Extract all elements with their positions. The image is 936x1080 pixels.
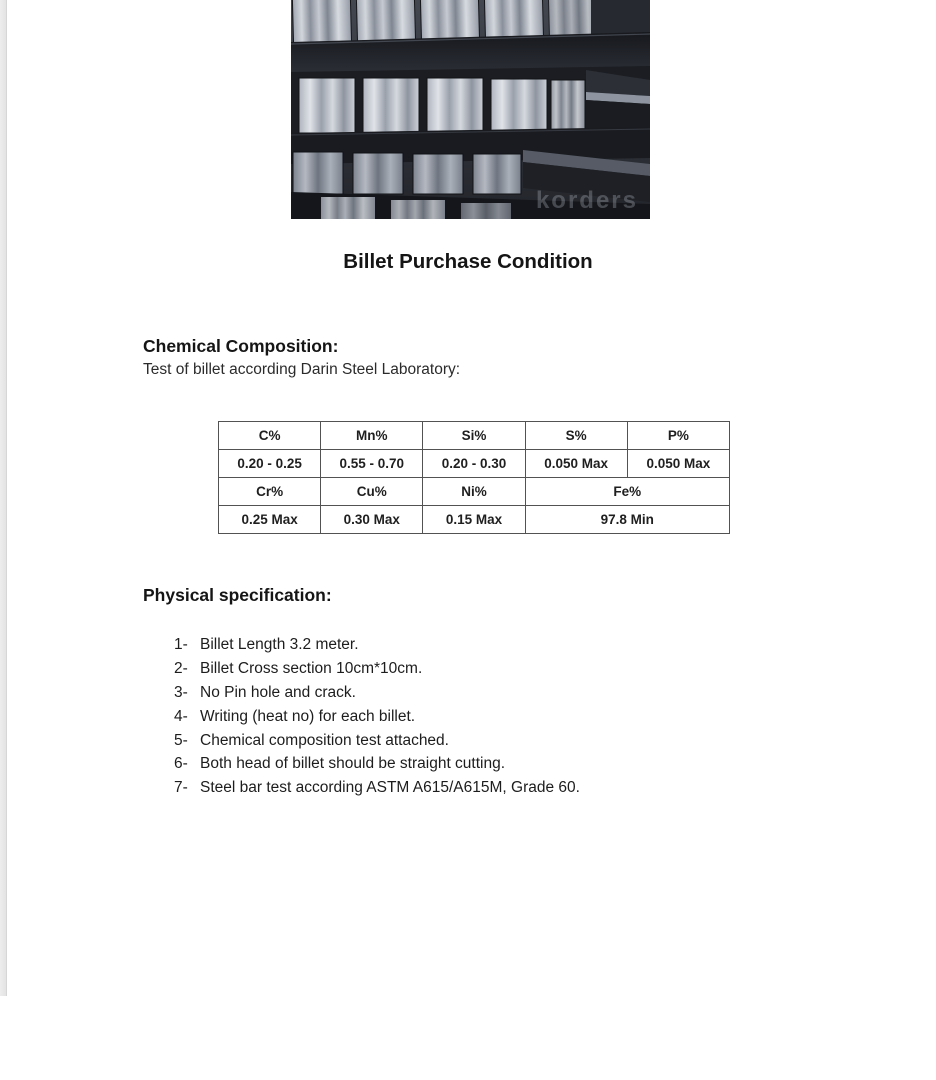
table-row xyxy=(219,478,730,506)
page-edge-shadow xyxy=(0,0,7,996)
physical-spec-list xyxy=(174,633,580,800)
table-cell: 97.8 Min xyxy=(525,506,729,534)
list-item-number: 6- xyxy=(174,755,188,773)
list-item xyxy=(174,633,580,657)
list-item xyxy=(174,657,580,681)
list-item-text: Both head of billet should be straight cutting. xyxy=(200,755,506,773)
list-item-text: Steel bar test according ASTM A615/A615M, Grade 60. xyxy=(200,779,580,797)
table-cell: 0.050 Max xyxy=(627,450,729,478)
table-cell: 0.55 - 0.70 xyxy=(321,450,423,478)
physical-specification-heading: Physical specification: xyxy=(143,585,332,605)
table-row xyxy=(219,506,730,534)
list-item xyxy=(174,752,580,776)
table-cell: Mn% xyxy=(321,422,423,450)
list-item-number: 7- xyxy=(174,779,188,797)
photo-watermark: korders xyxy=(535,187,638,214)
list-item-text: Billet Cross section 10cm*10cm. xyxy=(200,659,423,677)
document-title: Billet Purchase Condition xyxy=(343,250,593,273)
list-item-text: Writing (heat no) for each billet. xyxy=(200,707,416,725)
table-row xyxy=(219,450,730,478)
list-item-number: 4- xyxy=(174,707,188,725)
chemical-subheading: Test of billet according Darin Steel Laboratory: xyxy=(143,361,461,378)
table-cell: 0.20 - 0.30 xyxy=(423,450,525,478)
list-item-text: Billet Length 3.2 meter. xyxy=(200,636,359,653)
list-item-text: Chemical composition test attached. xyxy=(200,731,449,749)
table-cell: Fe% xyxy=(525,478,729,506)
list-item-number: 2- xyxy=(174,659,188,677)
list-item xyxy=(174,705,580,729)
list-item-number: 3- xyxy=(174,683,188,701)
table-cell: P% xyxy=(627,422,729,450)
table-cell: Cr% xyxy=(219,478,321,506)
chemical-composition-heading: Chemical Composition: xyxy=(143,336,339,356)
billet-photo xyxy=(291,0,650,219)
chemical-composition-table xyxy=(218,421,730,534)
table-cell: S% xyxy=(525,422,627,450)
table-cell: 0.050 Max xyxy=(525,450,627,478)
table-row xyxy=(219,422,730,450)
table-cell: 0.15 Max xyxy=(423,506,525,534)
list-item xyxy=(174,729,580,753)
list-item xyxy=(174,681,580,705)
list-item-text: No Pin hole and crack. xyxy=(200,683,356,701)
list-item-number: 5- xyxy=(174,731,188,749)
list-item xyxy=(174,776,580,800)
table-cell: Cu% xyxy=(321,478,423,506)
table-cell: 0.30 Max xyxy=(321,506,423,534)
table-cell: 0.25 Max xyxy=(219,506,321,534)
table-cell: C% xyxy=(219,422,321,450)
table-cell: Ni% xyxy=(423,478,525,506)
table-cell: 0.20 - 0.25 xyxy=(219,450,321,478)
table-cell: Si% xyxy=(423,422,525,450)
list-item-number: 1- xyxy=(174,636,188,653)
